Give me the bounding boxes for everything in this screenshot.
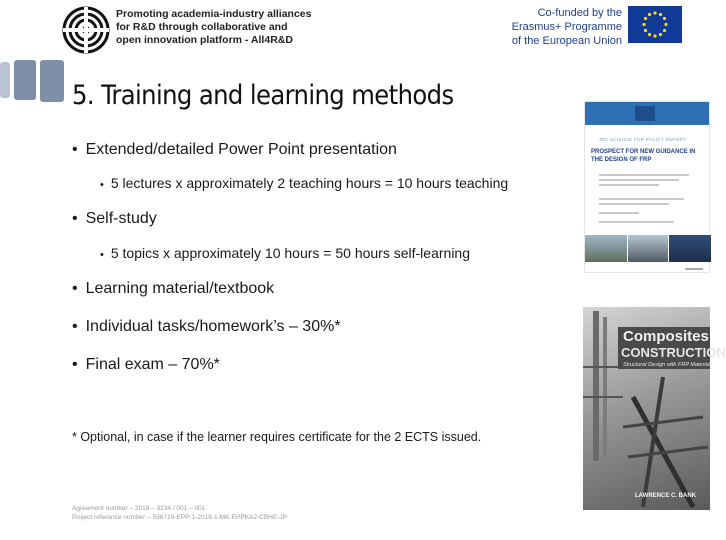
report-photo-bridge bbox=[585, 235, 627, 262]
report-photo-structure bbox=[628, 235, 668, 262]
bullet-learning-material: • Learning material/textbook bbox=[72, 280, 274, 298]
book-title-2: CONSTRUCTION bbox=[621, 345, 726, 360]
bullet-powerpoint: • Extended/detailed Power Point presentation bbox=[72, 141, 397, 159]
side-block bbox=[14, 60, 36, 100]
report-text-line bbox=[599, 174, 689, 176]
book-author: LAWRENCE C. BANK bbox=[635, 493, 696, 499]
report-text-line bbox=[599, 198, 684, 200]
eu-cofunding-text: Co-funded by the Erasmus+ Programme of the European Union bbox=[511, 7, 622, 47]
agreement-footer: Agreement number – 2018 – 3234 / 001 – 001 Project reference number – 598719-EPP-1-2018-1-MK-EPPKA2-CBHE-JP bbox=[72, 505, 287, 521]
all4rd-logo bbox=[62, 6, 110, 54]
side-block bbox=[40, 60, 64, 102]
project-title: Promoting academia-industry alliances for R&D through collaborative and open innovation platform - All4R&D bbox=[116, 8, 312, 46]
side-block bbox=[0, 62, 10, 98]
book-title-1: Composites bbox=[623, 328, 709, 345]
sub-bullet-topics: • 5 topics x approximately 10 hours = 50 hours self-learning bbox=[100, 245, 470, 261]
report-header-band bbox=[585, 102, 709, 125]
report-text-line bbox=[599, 184, 659, 186]
composites-book-cover bbox=[583, 307, 726, 510]
report-text-line bbox=[599, 203, 669, 205]
book-subtitle: Structural Design with FRP Materials bbox=[623, 362, 713, 368]
slide-title: 5. Training and learning methods bbox=[72, 80, 454, 111]
bullet-self-study: • Self-study bbox=[72, 210, 157, 228]
sub-bullet-lectures: • 5 lectures x approximately 2 teaching hours = 10 hours teaching bbox=[100, 175, 508, 191]
report-kicker: JRC SCIENCE FOR POLICY REPORT bbox=[599, 137, 687, 142]
report-text-line bbox=[599, 212, 639, 214]
footnote: * Optional, in case if the learner requires certificate for the 2 ECTS issued. bbox=[72, 430, 482, 444]
eu-flag-icon bbox=[628, 6, 682, 43]
report-photo-panel bbox=[669, 235, 711, 262]
report-title: PROSPECT FOR NEW GUIDANCE IN THE DESIGN OF FRP bbox=[591, 149, 696, 163]
bullet-final-exam: • Final exam – 70%* bbox=[72, 356, 220, 374]
report-text-line bbox=[685, 268, 703, 270]
jrc-report-cover bbox=[584, 101, 710, 273]
ec-logo-icon bbox=[635, 106, 655, 121]
bullet-individual-tasks: • Individual tasks/homework’s – 30%* bbox=[72, 318, 341, 336]
report-text-line bbox=[599, 179, 679, 181]
report-text-line bbox=[599, 221, 674, 223]
